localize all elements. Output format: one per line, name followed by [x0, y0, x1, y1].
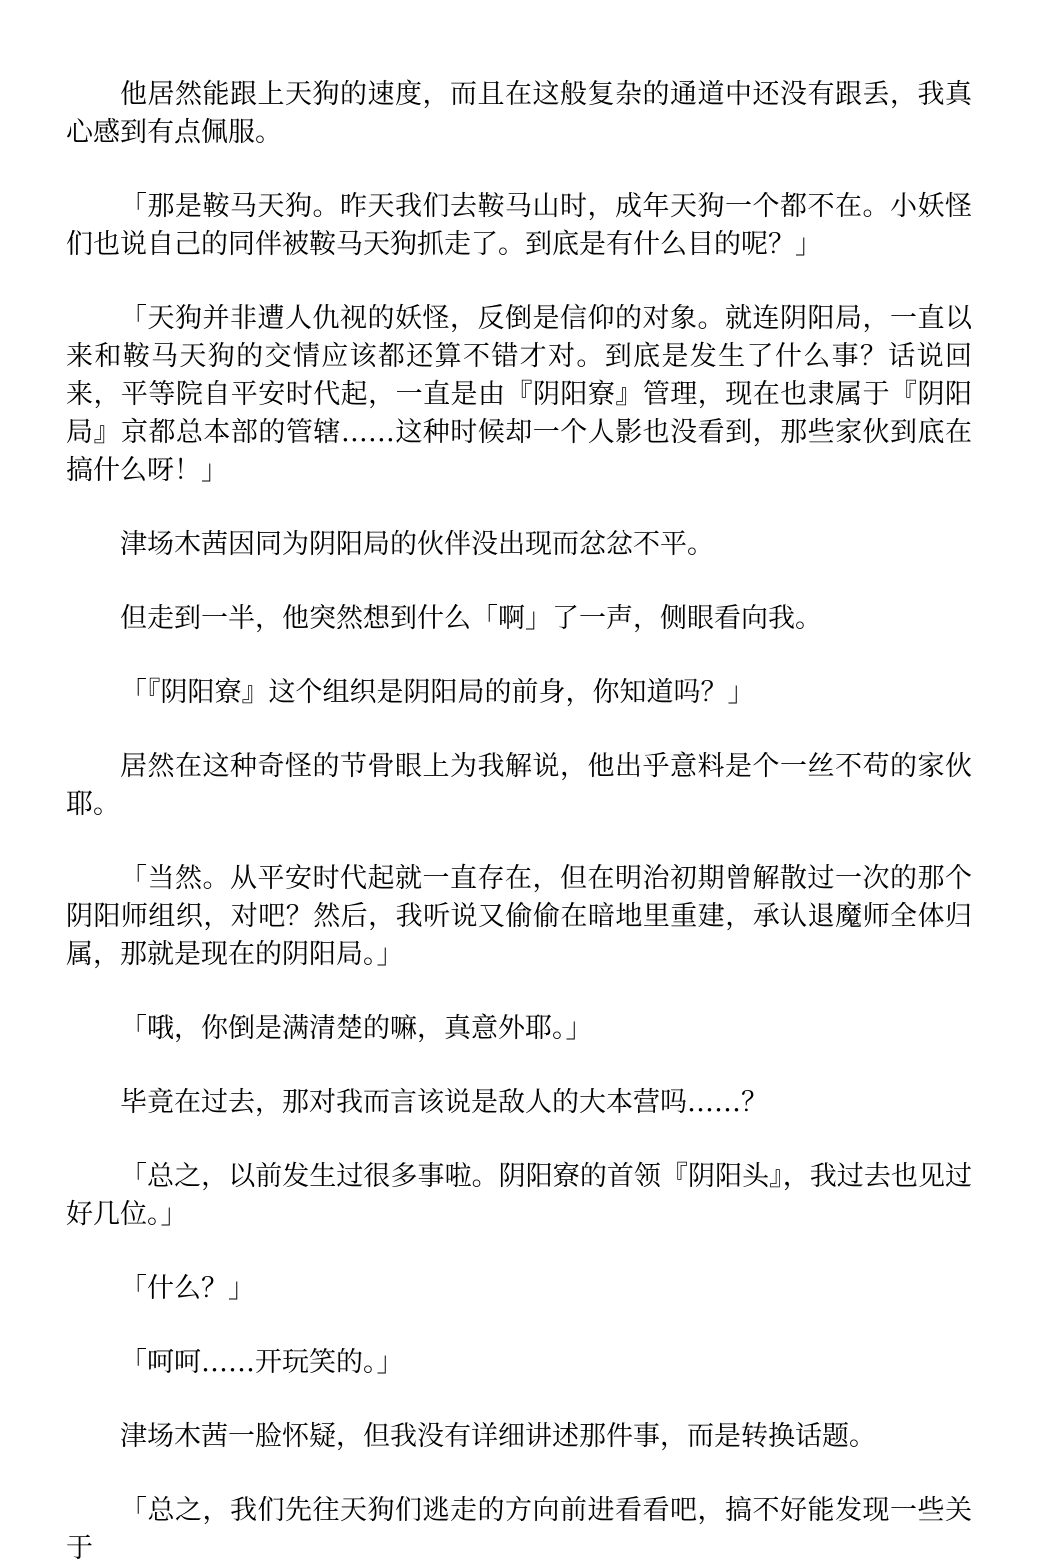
- paragraph-15: 「总之，我们先往天狗们逃走的方向前进看看吧，搞不好能发现一些关于: [66, 1495, 972, 1564]
- paragraph-6: 「『阴阳寮』这个组织是阴阳局的前身，你知道吗？」: [120, 677, 755, 708]
- paragraph-14: 津场木茜一脸怀疑，但我没有详细讲述那件事，而是转换话题。: [120, 1421, 876, 1452]
- paragraph-10: 毕竟在过去，那对我而言该说是敌人的大本营吗……？: [120, 1087, 768, 1118]
- paragraph-11: 「总之，以前发生过很多事啦。阴阳寮的首领『阴阳头』，我过去也见过好几位。」: [66, 1161, 972, 1230]
- paragraph-4: 津场木茜因同为阴阳局的伙伴没出现而忿忿不平。: [120, 529, 714, 560]
- paragraph-12: 「什么？」: [120, 1273, 255, 1304]
- paragraph-7: 居然在这种奇怪的节骨眼上为我解说，他出乎意料是个一丝不苟的家伙耶。: [66, 751, 972, 820]
- paragraph-3: 「天狗并非遭人仇视的妖怪，反倒是信仰的对象。就连阴阳局，一直以来和鞍马天狗的交情应该都还算不错才对。到底是发生了什么事？话说回来，平等院自平安时代起，一直是由『阴阳寮』管理，现在也隶属于『阴阳局』京都总本部的管辖……这种时候却一个人影也没看到，那些家伙到底在搞什么呀！」: [66, 303, 972, 486]
- paragraph-5: 但走到一半，他突然想到什么「啊」了一声，侧眼看向我。: [120, 603, 822, 634]
- paragraph-13: 「呵呵……开玩笑的。」: [120, 1347, 404, 1378]
- paragraph-1: 他居然能跟上天狗的速度，而且在这般复杂的通道中还没有跟丢，我真心感到有点佩服。: [66, 79, 972, 148]
- paragraph-9: 「哦，你倒是满清楚的嘛，真意外耶。」: [120, 1013, 593, 1044]
- paragraph-2: 「那是鞍马天狗。昨天我们去鞍马山时，成年天狗一个都不在。小妖怪们也说自己的同伴被鞍马天狗抓走了。到底是有什么目的呢？」: [66, 191, 972, 260]
- paragraph-8: 「当然。从平安时代起就一直存在，但在明治初期曾解散过一次的那个阴阳师组织，对吧？然后，我听说又偷偷在暗地里重建，承认退魔师全体归属，那就是现在的阴阳局。」: [66, 863, 972, 970]
